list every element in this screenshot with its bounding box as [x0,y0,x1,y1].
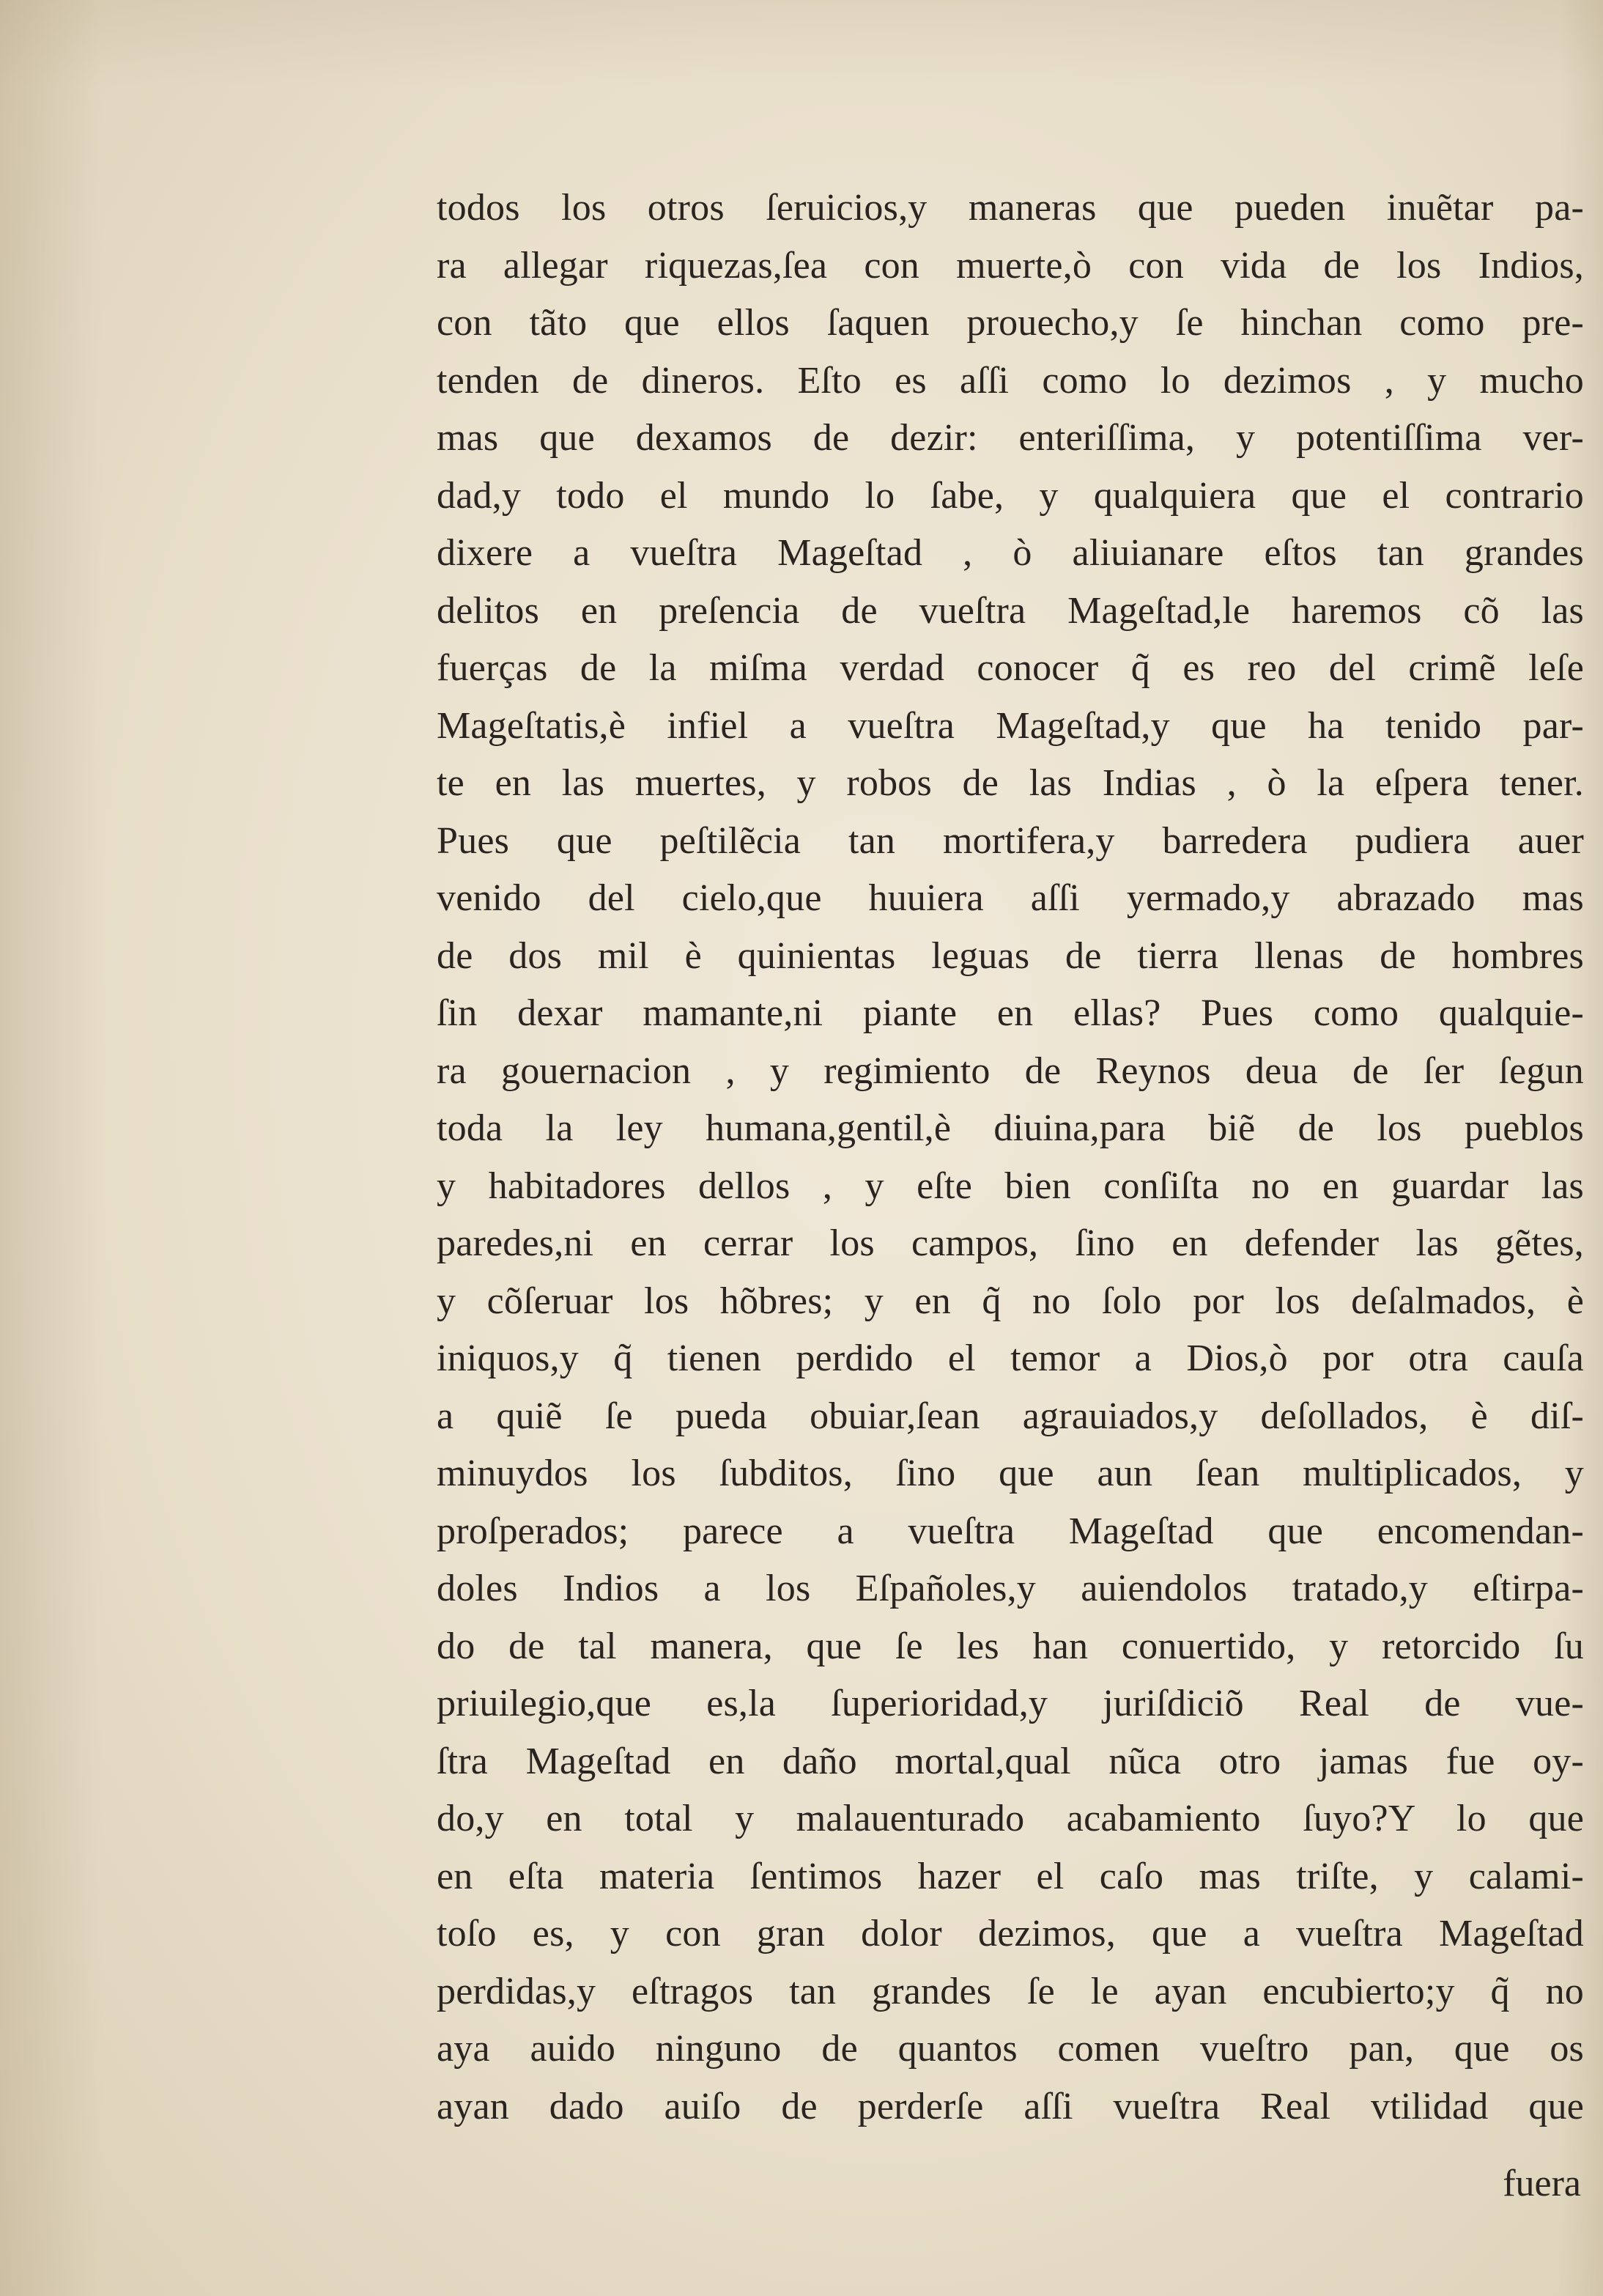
text-line: aya auido ninguno de quantos comen vueſtro pan, que os [437,2028,1584,2070]
text-line: dad,y todo el mundo lo ſabe, y qualquiera que el contrario [437,474,1584,517]
text-line: te en las muertes, y robos de las Indias , ò la eſpera tener. [437,762,1584,804]
text-line: con tãto que ellos ſaquen prouecho,y ſe hinchan como pre- [437,302,1584,344]
text-line: ſin dexar mamante,ni piante en ellas? Pues como qualquie- [437,992,1584,1034]
text-line: y cõſeruar los hõbres; y en q̃ no ſolo por los deſalmados, è [437,1280,1584,1322]
text-line: perdidas,y eſtragos tan grandes ſe le ayan encubierto;y q̃ no [437,1970,1584,2012]
text-line: proſperados; parece a vueſtra Mageſtad que encomendan- [437,1510,1584,1552]
text-line: todos los otros ſeruicios,y maneras que pueden inuẽtar pa- [437,187,1584,229]
text-line: ſtra Mageſtad en daño mortal,qual nũca otro jamas fue oy- [437,1740,1584,1782]
text-line: dixere a vueſtra Mageſtad , ò aliuianare eſtos tan grandes [437,532,1584,574]
text-line: Pues que peſtilẽcia tan mortifera,y barredera pudiera auer [437,819,1584,862]
text-line: delitos en preſencia de vueſtra Mageſtad,le haremos cõ las [437,589,1584,632]
text-line: Mageſtatis,è infiel a vueſtra Mageſtad,y que ha tenido par- [437,704,1584,747]
text-line: venido del cielo,que huuiera aſſi yermado,y abrazado mas [437,877,1584,919]
text-line: y habitadores dellos , y eſte bien conſiſta no en guardar las [437,1164,1584,1207]
text-line: do,y en total y malauenturado acabamiento ſuyo?Y lo que [437,1798,1584,1839]
text-line: doles Indios a los Eſpañoles,y auiendolos tratado,y eſtirpa- [437,1568,1584,1609]
text-line: iniquos,y q̃ tienen perdido el temor a Dios,ò por otra cauſa [437,1337,1584,1379]
text-line: fuerças de la miſma verdad conocer q̃ es reo del crimẽ leſe [437,647,1584,689]
text-line: do de tal manera, que ſe les han conuertido, y retorcido ſu [437,1625,1584,1667]
text-line: mas que dexamos de dezir: enteriſſima, y potentiſſima ver- [437,417,1584,459]
text-line: toſo es, y con gran dolor dezimos, que a vueſtra Mageſtad [437,1913,1584,1954]
text-line: ayan dado auiſo de perderſe aſſi vueſtra Real vtilidad que [437,2085,1584,2127]
text-line: toda la ley humana,gentil,è diuina,para biẽ de los pueblos [437,1107,1584,1149]
text-line: en eſta materia ſentimos hazer el caſo mas triſte, y calami- [437,1855,1584,1897]
text-line: a quiẽ ſe pueda obuiar,ſean agrauiados,y deſollados, è diſ- [437,1395,1584,1437]
text-line: de dos mil è quinientas leguas de tierra llenas de hombres [437,934,1584,977]
text-line: ra allegar riquezas,ſea con muerte,ò con vida de los Indios, [437,244,1584,287]
catchword: fuera [1503,2163,1581,2204]
body-text [437,180,1584,2136]
text-line: paredes,ni en cerrar los campos, ſino en defender las gẽtes, [437,1222,1584,1264]
text-line: priuilegio,que es,la ſuperioridad,y juriſdiciõ Real de vue- [437,1683,1584,1724]
text-line: minuydos los ſubditos, ſino que aun ſean multiplicados, y [437,1452,1584,1494]
text-line: tenden de dineros. Eſto es aſſi como lo dezimos , y mucho [437,359,1584,402]
text-line: ra gouernacion , y regimiento de Reynos deua de ſer ſegun [437,1049,1584,1092]
